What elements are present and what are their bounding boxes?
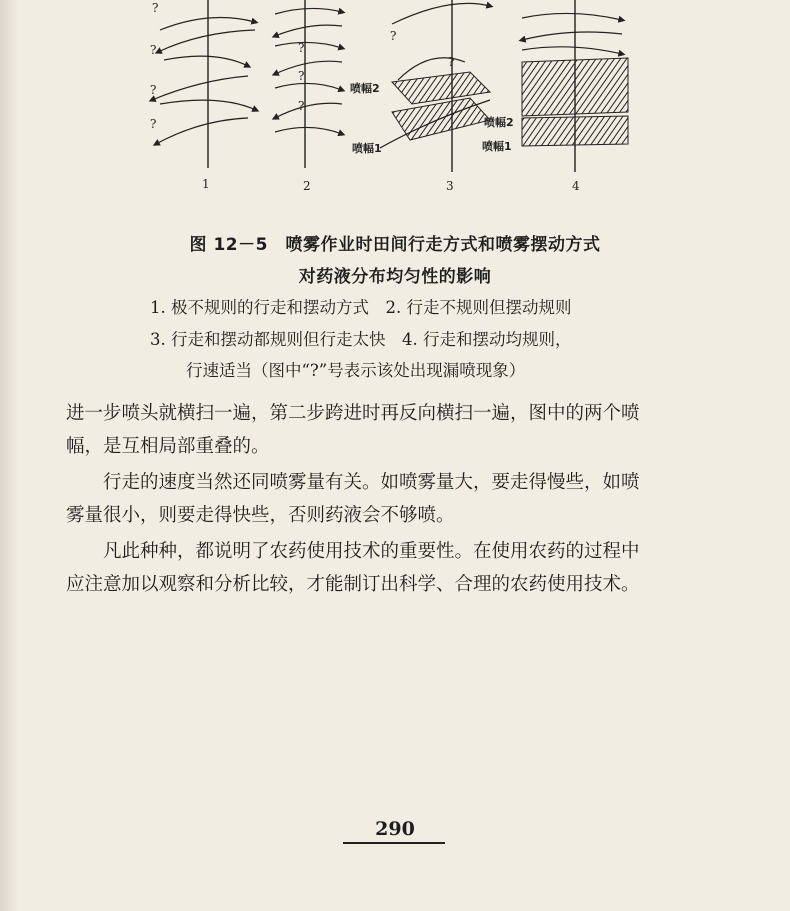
body-paragraph (66, 397, 726, 463)
paragraph-line: 雾量很小，则要走得快些，否则药液会不够喷。 (66, 505, 455, 526)
paragraph-line: 幅，是互相局部重叠的。 (66, 436, 270, 457)
missed-spot-mark: ? (390, 29, 397, 43)
swath-label: 喷幅2 (350, 82, 380, 95)
page-number-rule (343, 842, 445, 844)
panel-3-drawing (380, 0, 490, 172)
figure-drawing (130, 0, 670, 205)
panel-label: 3 (446, 179, 454, 193)
swath-label: 喷幅2 (484, 116, 514, 129)
legend-line: 行速适当（图中“?”号表示该处出现漏喷现象） (186, 361, 526, 380)
missed-spot-mark: ? (150, 117, 157, 131)
paragraph-line: 凡此种种，都说明了农药使用技术的重要性。在使用农药的过程中 (66, 541, 640, 562)
spray-pattern-figure (130, 0, 670, 205)
page-number: 290 (375, 818, 415, 840)
panel-label: 4 (572, 179, 580, 193)
panel-label: 1 (202, 177, 210, 191)
figure-caption-title: 图 12－5 喷雾作业时田间行走方式和喷雾摆动方式 (189, 235, 601, 255)
missed-spot-mark: ? (298, 69, 305, 83)
legend-line: 3. 行走和摆动都规则但行走太快 4. 行走和摆动均规则， (150, 330, 572, 349)
panel-1-drawing (152, 0, 256, 168)
swath-label: 喷幅1 (352, 142, 382, 155)
panel-label: 2 (303, 179, 311, 193)
page-edge-shadow (0, 0, 18, 911)
paragraph-line: 应注意加以观察和分析比较，才能制订出科学、合理的农药使用技术。 (66, 574, 640, 595)
missed-spot-mark: ? (150, 43, 157, 57)
missed-spot-mark: ? (298, 41, 305, 55)
figure-caption-subtitle: 对药液分布均匀性的影响 (298, 267, 492, 287)
missed-spot-mark: ? (152, 1, 159, 15)
missed-spot-mark: ? (298, 99, 305, 113)
body-paragraph (66, 466, 726, 532)
paragraph-line: 行走的速度当然还同喷雾量有关。如喷雾量大，要走得慢些，如喷 (66, 472, 640, 493)
panel-2-drawing (275, 0, 342, 168)
panel-4-drawing (522, 0, 628, 172)
paragraph-line: 进一步喷头就横扫一遍，第二步跨进时再反向横扫一遍，图中的两个喷 (66, 403, 640, 424)
missed-spot-mark: ? (448, 55, 455, 69)
swath-label: 喷幅1 (482, 140, 512, 153)
body-paragraph (66, 535, 726, 601)
missed-spot-mark: ? (150, 83, 157, 97)
legend-line: 1. 极不规则的行走和摆动方式 2. 行走不规则但摆动规则 (150, 298, 572, 317)
